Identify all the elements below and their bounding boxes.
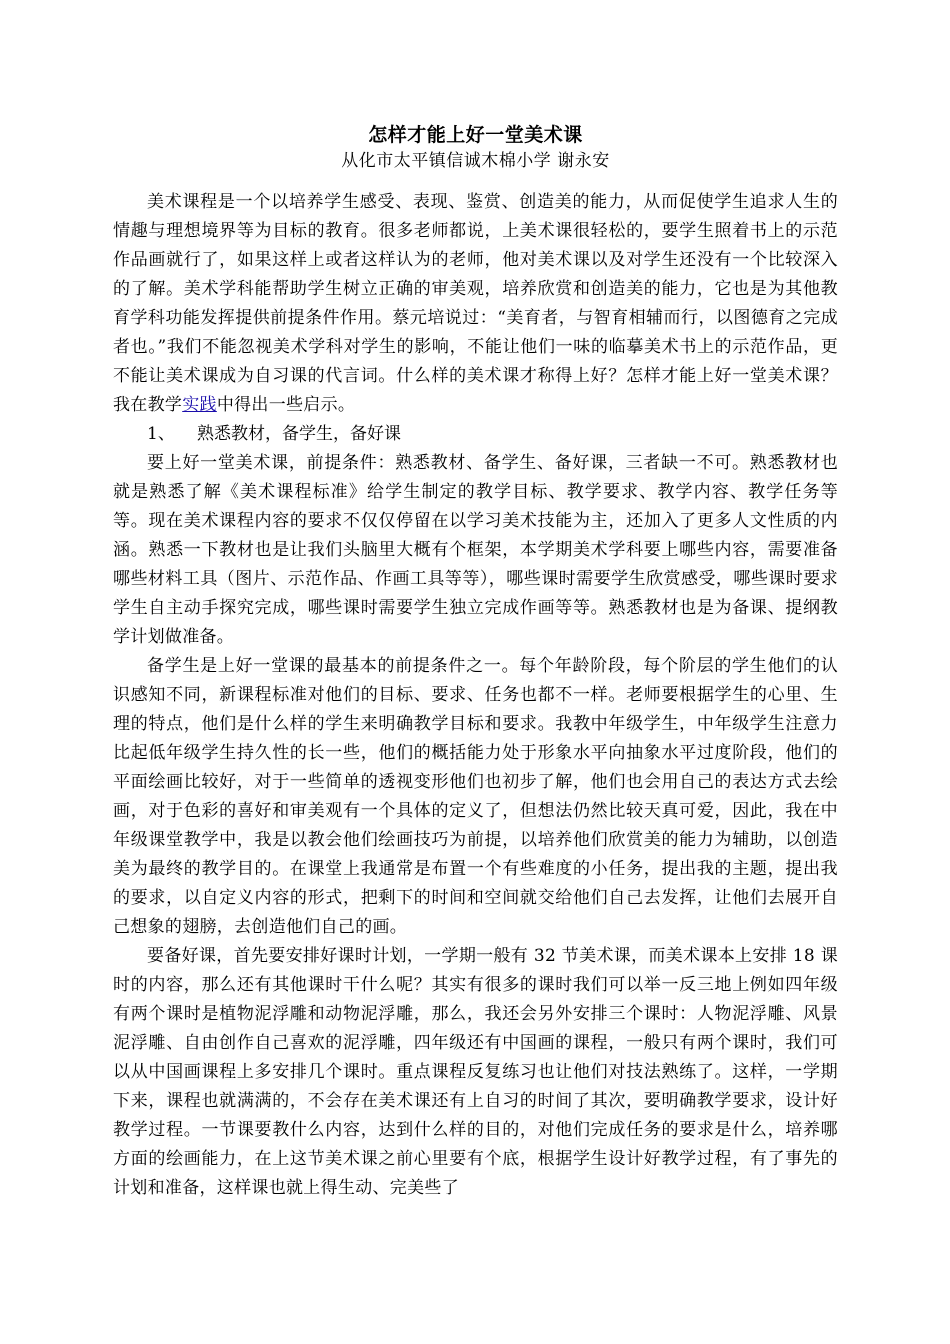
intro-paragraph <box>113 188 838 420</box>
body-paragraph-2: 备学生是上好一堂课的最基本的前提条件之一。每个年龄阶段，每个阶层的学生他们的认识感知不同，新课程标准对他们的目标、要求、任务也都不一样。老师要根据学生的心里、生理的特点，他们是什么样的学生来明确教学目标和要求。我教中年级学生，中年级学生注意力比起低年级学生持久性的长一些，他们的概括能力处于形象水平向抽象水平过度阶段，他们的平面绘画比较好，对于一些简单的透视变形他们也初步了解，他们也会用自己的表达方式去绘画，对于色彩的喜好和审美观有一个具体的定义了，但想法仍然比较天真可爱，因此，我在中年级课堂教学中，我是以教会他们绘画技巧为前提，以培养他们欣赏美的能力为辅助，以创造美为最终的教学目的。在课堂上我通常是布置一个有些难度的小任务，提出我的主题，提出我的要求，以自定义内容的形式，把剩下的时间和空间就交给他们自己去发挥，让他们去展开自己想象的翅膀，去创造他们自己的画。 <box>113 656 838 937</box>
section-heading-1 <box>113 420 838 449</box>
intro-text-end: 中得出一些启示。 <box>216 395 356 415</box>
author-line: 从化市太平镇信诚木棉小学 谢永安 <box>341 151 610 171</box>
intro-text-start: 美术课程是一个以培养学生感受、表现、鉴赏、创造美的能力，从而促使学生追求人生的情趣与理想境界等为目标的教育。很多老师都说，上美术课很轻松的，要学生照着书上的示范作品画就行了，如果这样上或者这样认为的老师，他对美术课以及对学生还没有一个比较深入的了解。美术学科能帮助学生树立正确的审美观，培养欣赏和创造美的能力，它也是为其他教育学科功能发挥提供前提条件作用。蔡元培说过：“美育者，与智育相辅而行，以图德育之完成者也。”我们不能忽视美术学科对学生的影响，不能让他们一味的临摹美术书上的示范作品，更不能让美术课成为自习课的代言词。什么样的美术课才称得上好？怎样才能上好一堂美术课？我在教学 <box>113 192 838 415</box>
practice-link[interactable]: 实践 <box>182 395 217 415</box>
document-title: 怎样才能上好一堂美术课 <box>368 124 583 146</box>
document-page <box>113 122 838 1203</box>
section-heading-text: 熟悉教材，备学生，备好课 <box>197 424 401 444</box>
body-paragraph-3: 要备好课，首先要安排好课时计划，一学期一般有 32 节美术课，而美术课本上安排 18 课时的内容，那么还有其他课时干什么呢？其实有很多的课时我们可以举一反三地上例如四年级有两个课时是植物泥浮雕和动物泥浮雕，那么，我还会另外安排三个课时：人物泥浮雕、风景泥浮雕、自由创作自己喜欢的泥浮雕，四年级还有中国画的课程，一般只有两个课时，我们可以从中国画课程上多安排几个课时。重点课程反复练习也让他们对技法熟练了。这样，一学期下来，课程也就满满的，不会存在美术课还有上自习的时间了其次，要明确教学要求，设计好教学过程。一节课要教什么内容，达到什么样的目的，对他们完成任务的要求是什么，培养哪方面的绘画能力，在上这节美术课之前心里要有个底，根据学生设计好教学过程，有了事先的计划和准备，这样课也就上得生动、完美些了 <box>113 946 838 1198</box>
body-paragraph-1: 要上好一堂美术课，前提条件：熟悉教材、备学生、备好课，三者缺一不可。熟悉教材也就是熟悉了解《美术课程标准》给学生制定的教学目标、教学要求、教学内容、教学任务等等。现在美术课程内容的要求不仅仅停留在以学习美术技能为主，还加入了更多人文性质的内涵。熟悉一下教材也是让我们头脑里大概有个框架，本学期美术学科要上哪些内容，需要准备哪些材料工具（图片、示范作品、作画工具等等），哪些课时需要学生欣赏感受，哪些课时要求学生自主动手探究完成，哪些课时需要学生独立完成作画等等。熟悉教材也是为备课、提纲教学计划做准备。 <box>113 453 838 647</box>
section-number: 1、 <box>147 424 175 444</box>
